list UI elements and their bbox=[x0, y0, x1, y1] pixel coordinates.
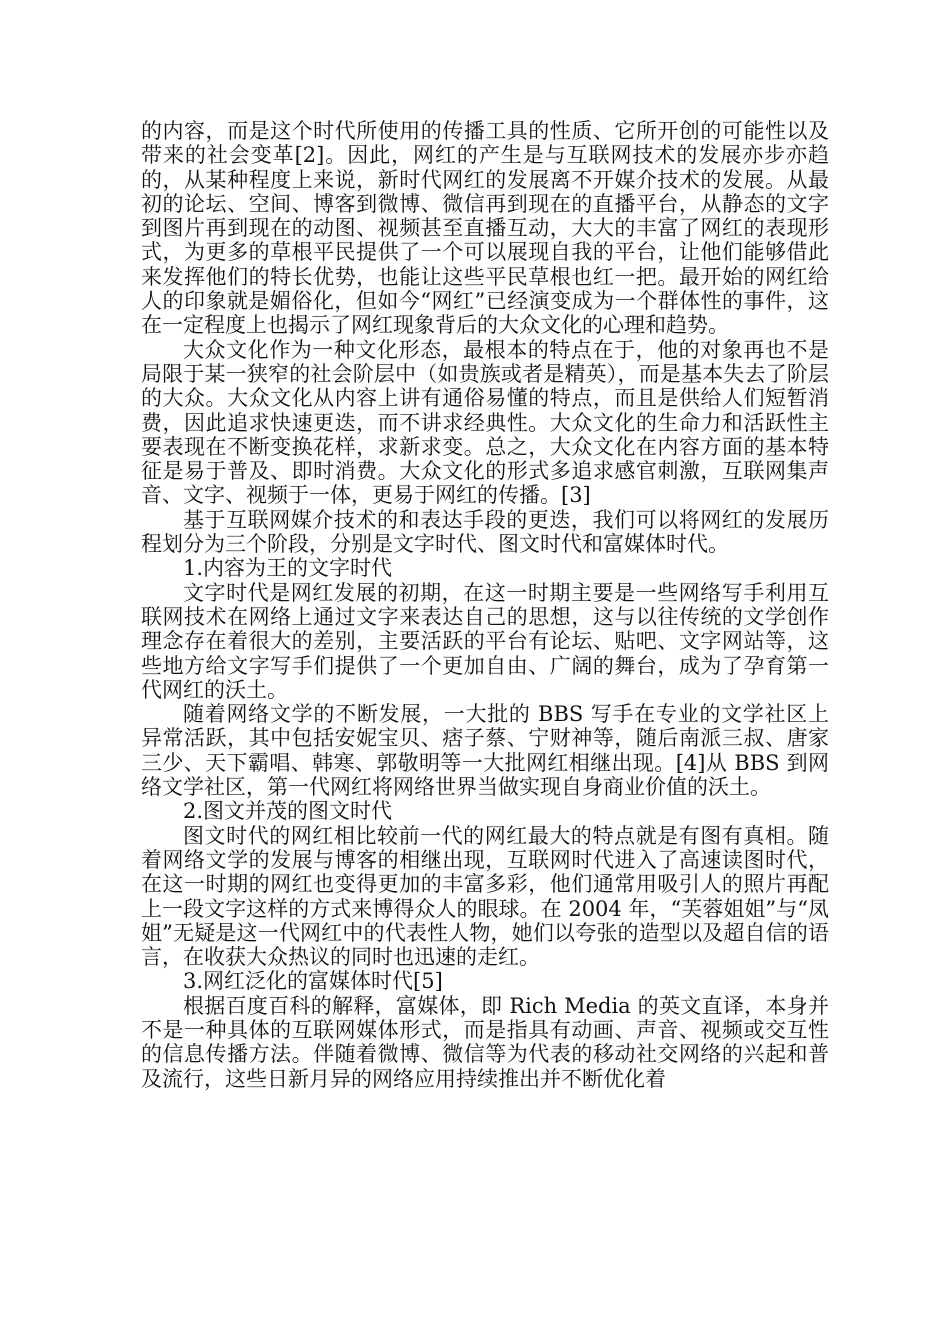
paragraph-text-era: 文字时代是网红发展的初期，在这一时期主要是一些网络写手利用互联网技术在网络上通过文字来表达自己的思想，这与以往传统的文学创作理念存在着很大的差别，主要活跃的平台有论坛、贴吧、文字网站等，这些地方给文字写手们提供了一个更加自由、广阔的舞台，成为了孕育第一代网红的沃土。 bbox=[141, 580, 829, 702]
paragraph-three-stages: 基于互联网媒介技术的和表达手段的更迭，我们可以将网红的发展历程划分为三个阶段，分别是文字时代、图文时代和富媒体时代。 bbox=[141, 507, 829, 557]
document-body bbox=[141, 119, 829, 1091]
paragraph-continuation: 的内容，而是这个时代所使用的传播工具的性质、它所开创的可能性以及带来的社会变革[2]。因此，网红的产生是与互联网技术的发展亦步亦趋的，从某种程度上来说，新时代网红的发展离不开媒介技术的发展。从最初的论坛、空间、博客到微博、微信再到现在的直播平台，从静态的文字到图片再到现在的动图、视频甚至直播互动，大大的丰富了网红的表现形式，为更多的草根平民提供了一个可以展现自我的平台，让他们能够借此来发挥他们的特长优势，也能让这些平民草根也红一把。最开始的网红给人的印象就是媚俗化，但如今“网红”已经演变成为一个群体性的事件，这在一定程度上也揭示了网红现象背后的大众文化的心理和趋势。 bbox=[141, 119, 829, 338]
section-heading-rich-media-era: 3.网红泛化的富媒体时代[5] bbox=[183, 969, 443, 994]
section-heading-image-era: 2.图文并茂的图文时代 bbox=[183, 799, 393, 824]
paragraph-rich-media: 根据百度百科的解释，富媒体，即 Rich Media 的英文直译，本身并不是一种具体的互联网媒体形式，而是指具有动画、声音、视频或交互性的信息传播方法。伴随着微博、微信等为代表的移动社交网络的兴起和普及流行，这些日新月异的网络应用持续推出并不断优化着 bbox=[141, 993, 829, 1091]
section-heading-text-era: 1.内容为王的文字时代 bbox=[183, 556, 393, 581]
paragraph-image-era: 图文时代的网红相比较前一代的网红最大的特点就是有图有真相。随着网络文学的发展与博客的相继出现，互联网时代进入了高速读图时代，在这一时期的网红也变得更加的丰富多彩，他们通常用吸引人的照片再配上一段文字这样的方式来博得众人的眼球。在 2004 年，“芙蓉姐姐”与“凤姐”无疑是这一代网红中的代表性人物，她们以夸张的造型以及超自信的语言，在收获大众热议的同时也迅速的走红。 bbox=[141, 823, 829, 970]
paragraph-mass-culture: 大众文化作为一种文化形态，最根本的特点在于，他的对象再也不是局限于某一狭窄的社会阶层中（如贵族或者是精英），而是基本失去了阶层的大众。大众文化从内容上讲有通俗易懂的特点，而且是供给人们短暂消费，因此追求快速更迭，而不讲求经典性。大众文化的生命力和活跃性主要表现在不断变换花样，求新求变。总之，大众文化在内容方面的基本特征是易于普及、即时消费。大众文化的形式多追求感官刺激，互联网集声音、文字、视频于一体，更易于网红的传播。[3] bbox=[141, 337, 829, 508]
paragraph-bbs-writers: 随着网络文学的不断发展，一大批的 BBS 写手在专业的文学社区上异常活跃，其中包括安妮宝贝、痞子蔡、宁财神等，随后南派三叔、唐家三少、天下霸唱、韩寒、郭敬明等一大批网红相继出现。[4]从 BBS 到网络文学社区，第一代网红将网络世界当做实现自身商业价值的沃土。 bbox=[141, 702, 829, 800]
